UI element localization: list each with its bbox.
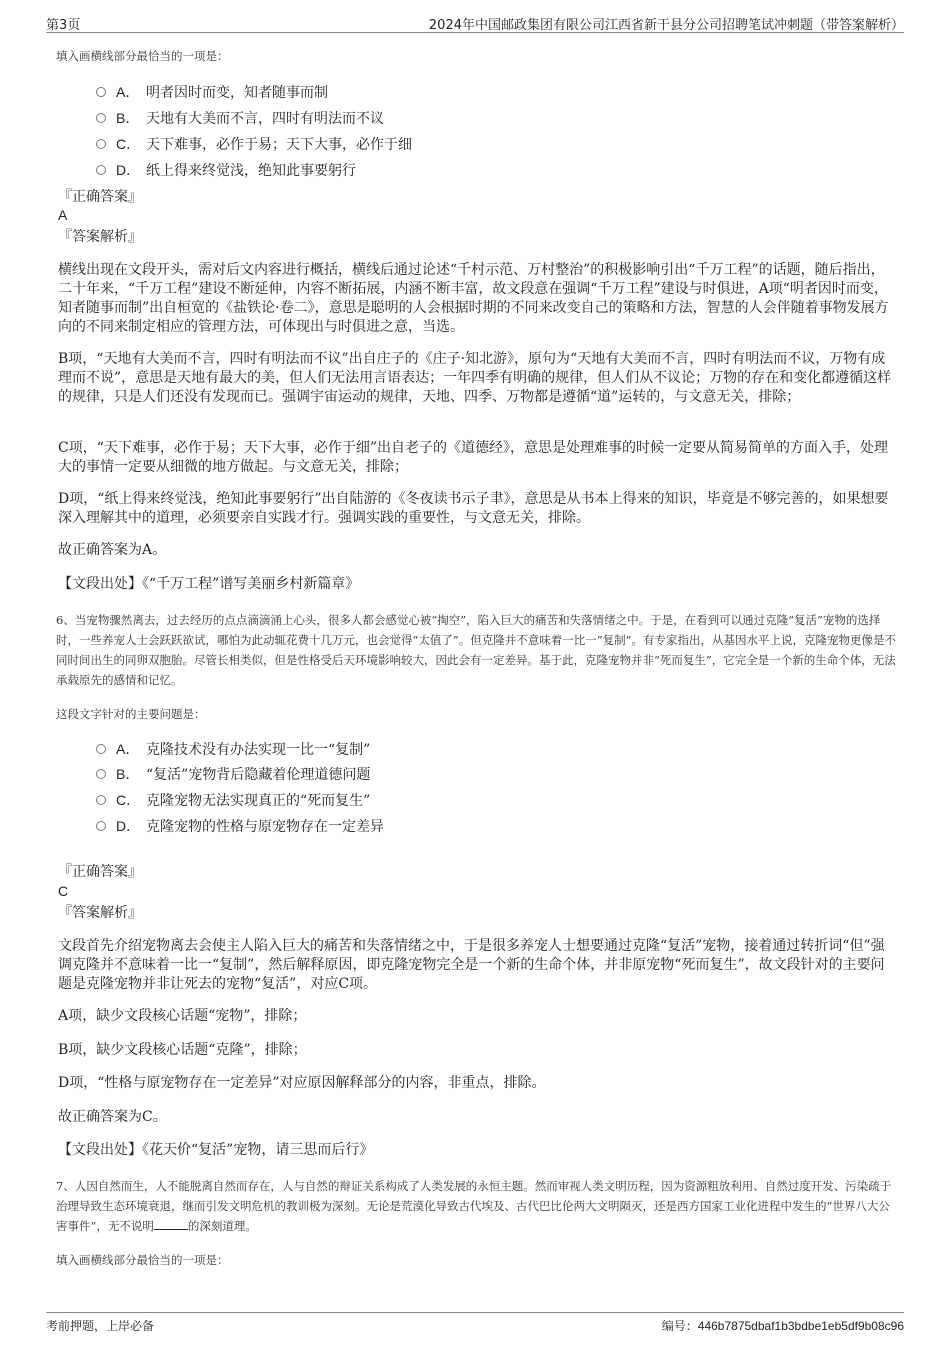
q5-prompt: 填入画横线部分最恰当的一项是： <box>56 49 229 63</box>
q6-analysis-para-2: A项，缺少文段核心话题“宠物”，排除； <box>58 1008 307 1024</box>
q5-answer: A <box>58 207 68 223</box>
q6-answer: C <box>58 883 69 899</box>
q5-conclusion: 故正确答案为A。 <box>58 542 167 558</box>
radio-icon[interactable] <box>96 165 106 175</box>
q6-analysis-para-3: B项，缺少文段核心话题“克隆”，排除； <box>58 1042 307 1058</box>
q6-source: 【文段出处】《花天价“复活”宠物，请三思而后行》 <box>58 1142 374 1158</box>
q6-analysis-para-4: D项，“性格与原宠物存在一定差异”对应原因解释部分的内容，非重点，排除。 <box>58 1075 546 1091</box>
q6-option-b[interactable]: B． “复活”宠物背后隐藏着伦理道德问题 <box>96 764 370 784</box>
q6-answer-label: 『正确答案』 <box>58 864 142 880</box>
q5-answer-label: 『正确答案』 <box>58 189 142 205</box>
q5-option-b[interactable]: B． 天地有大美而不言，四时有明法而不议 <box>96 108 384 128</box>
radio-icon[interactable] <box>96 139 106 149</box>
q5-option-a[interactable]: A． 明者因时而变，知者随事而制 <box>96 82 328 102</box>
radio-icon[interactable] <box>96 87 106 97</box>
q5-option-c[interactable]: C． 天下难事，必作于易；天下大事，必作于细 <box>96 134 412 154</box>
q6-conclusion: 故正确答案为C。 <box>58 1109 167 1125</box>
q5-analysis-para-1: 横线出现在文段开头，需对后文内容进行概括，横线后通过论述“千村示范、万村整治”的积极影响引出“千万工程”的话题，随后指出，二十年来，“千万工程”建设不断延伸，内容不断拓展，内涵不断丰富，故文段意在强调“千万工程”建设与时俱进，A项“明者因时而变，知者随事而制”出自桓宽的《盐铁论·卷二》，意思是聪明的人会根据时期的不同来改变自己的策略和方法，智慧的人会伴随着事物发展方向的不同来制定相应的管理方法，可体现出与时俱进之意，当选。 <box>58 262 889 335</box>
q7-prompt: 填入画横线部分最恰当的一项是： <box>56 1253 229 1267</box>
radio-icon[interactable] <box>96 795 106 805</box>
q6-option-d[interactable]: D． 克隆宠物的性格与原宠物存在一定差异 <box>96 816 384 836</box>
q6-analysis-label: 『答案解析』 <box>58 905 142 921</box>
q6-prompt: 这段文字针对的主要问题是： <box>56 707 206 721</box>
q5-analysis-para-3: C项，“天下难事，必作于易；天下大事，必作于细”出自老子的《道德经》，意思是处理难事的时候一定要从简易简单的方面入手，处理大的事情一定要从细微的地方做起。与文意无关，排除； <box>58 440 889 475</box>
q6-analysis-para-1: 文段首先介绍宠物离去会使主人陷入巨大的痛苦和失落情绪之中，于是很多养宠人士想要通过克隆“复活”宠物，接着通过转折词“但”强调克隆并不意味着一比一“复制”，然后解释原因，即克隆宠物完全是一个新的生命个体，并非原宠物“死而复生”，故文段针对的主要问题是克隆宠物并非让死去的宠物“复活”，对应C项。 <box>58 938 885 992</box>
document-code: 编号：446b7875dbaf1b3bdbe1eb5df9b08c96 <box>661 1319 904 1333</box>
page-footer <box>46 1312 904 1335</box>
q6-option-c[interactable]: C． 克隆宠物无法实现真正的“死而复生” <box>96 790 370 810</box>
q5-analysis-para-2: B项，“天地有大美而不言，四时有明法而不议”出自庄子的《庄子·知北游》，原句为“天地有大美而不言，四时有明法而不议，万物有成理而不说”，意思是天地有最大的美，但人们无法用言语表达；一年四季有明确的规律，但人们从不议论；万物的存在和变化都遵循这样的规律，只是人们还没有发现而已。强调宇宙运动的规律，天地、四季、万物都是遵循“道”运转的，与文意无关，排除； <box>58 351 892 405</box>
q6-passage: 6、当宠物骤然离去，过去经历的点点滴滴涌上心头，很多人都会感觉心被“掏空”，陷入巨大的痛苦和失落情绪之中。于是，在看到可以通过克隆“复活”宠物的选择时，一些养宠人士会跃跃欲试，哪怕为此动辄花费十几万元，也会觉得“太值了”。但克隆并不意味着一比一“复制”。有专家指出，从基因水平上说，克隆宠物更像是不同时间出生的同卵双胞胎。尽管长相类似，但是性格受后天环境影响较大，因此会有一定差异。基于此，克隆宠物并非“死而复生”，它完全是一个新的生命个体，无法承载原先的感情和记忆。 <box>56 613 897 687</box>
page-number: 第3页 <box>46 18 81 33</box>
radio-icon[interactable] <box>96 821 106 831</box>
footer-slogan: 考前押题，上岸必备 <box>46 1319 155 1333</box>
radio-icon[interactable] <box>96 113 106 123</box>
q6-option-a[interactable]: A． 克隆技术没有办法实现一比一“复制” <box>96 739 370 759</box>
q5-option-d[interactable]: D． 纸上得来终觉浅，绝知此事要躬行 <box>96 160 356 180</box>
document-title: 2024年中国邮政集团有限公司江西省新干县分公司招聘笔试冲刺题（带答案解析） <box>428 18 904 33</box>
q5-analysis-para-4: D项，“纸上得来终觉浅，绝知此事要躬行”出自陆游的《冬夜读书示子聿》，意思是从书本上得来的知识，毕竟是不够完善的，如果想要深入理解其中的道理，必须要亲自实践才行。强调实践的重要性，与文意无关，排除。 <box>58 491 889 526</box>
radio-icon[interactable] <box>96 769 106 779</box>
page-header <box>46 12 904 33</box>
q7-passage: 7、人因自然而生，人不能脱离自然而存在，人与自然的辩证关系构成了人类发展的永恒主题。然而审视人类文明历程，因为资源粗放利用、自然过度开发、污染疏于治理导致生态环境衰退，继而引发文明危机的教训极为深刻。无论是荒漠化导致古代埃及、古代巴比伦两大文明陨灭，还是西方国家工业化进程中发生的“世界八大公害事件”，无不说明 的深刻道理。 <box>56 1179 892 1233</box>
q5-source: 【文段出处】《“千万工程”谱写美丽乡村新篇章》 <box>58 576 360 592</box>
q5-analysis-label: 『答案解析』 <box>58 229 142 245</box>
fill-in-blank <box>154 1217 188 1230</box>
radio-icon[interactable] <box>96 744 106 754</box>
